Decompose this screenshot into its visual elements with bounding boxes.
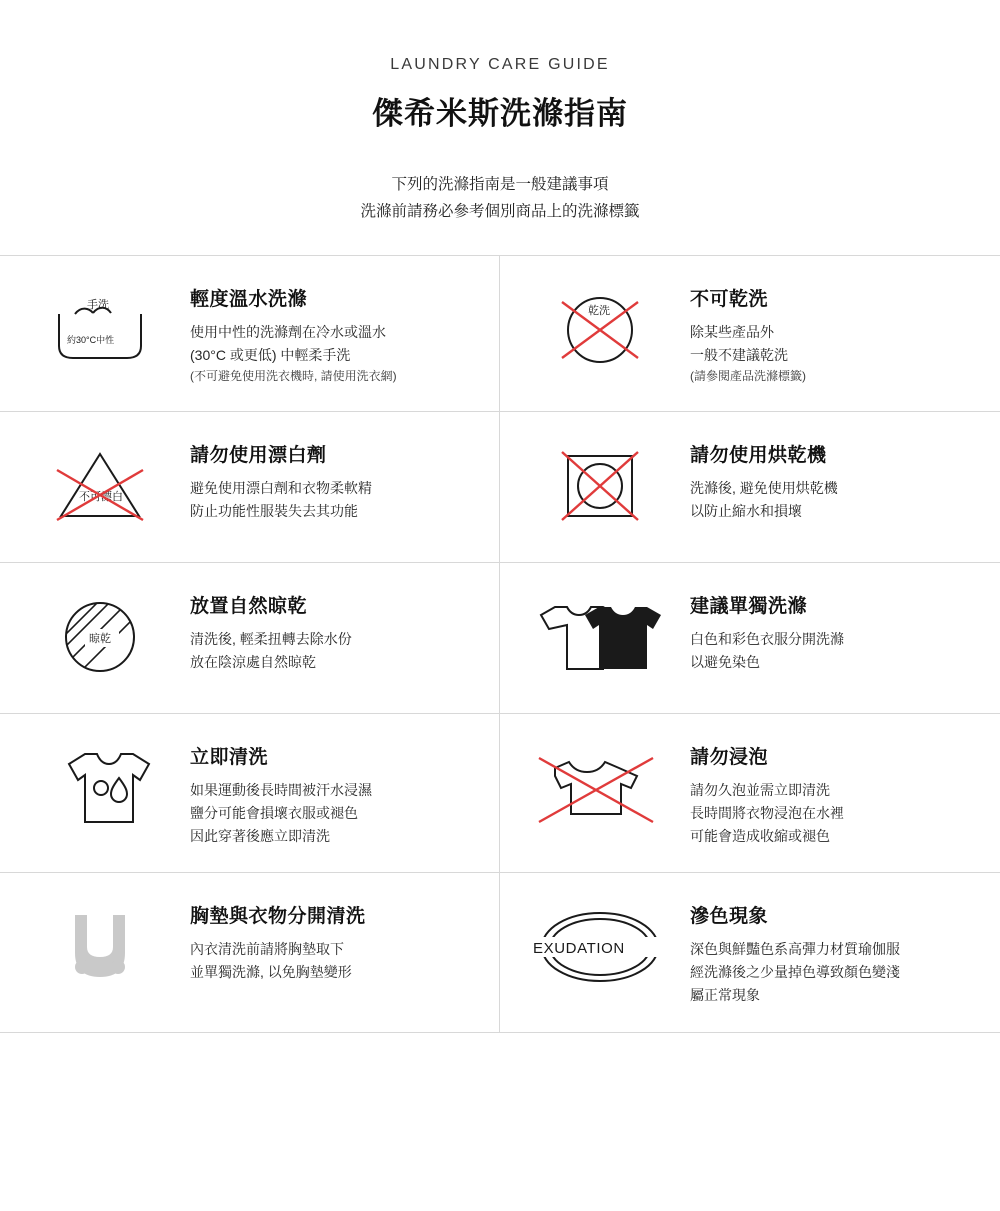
care-item-hand-wash [0, 256, 500, 411]
care-item-title: 請勿浸泡 [690, 746, 769, 768]
care-item-title: 立即清洗 [190, 746, 269, 768]
care-item-line: 可能會造成收縮或褪色 [690, 828, 830, 845]
care-item-no-soak [500, 714, 1000, 872]
care-row [0, 714, 1000, 873]
care-item-text [190, 899, 366, 984]
care-row [0, 256, 1000, 412]
care-item-bra-pad [0, 873, 500, 1031]
care-item-title: 建議單獨洗滌 [690, 595, 808, 617]
care-item-line: 以防止縮水和損壞 [690, 503, 802, 520]
care-item-text [690, 438, 838, 523]
page-header [0, 0, 1000, 225]
care-item-text [190, 438, 372, 523]
hand-wash-temp-label: 約30°C中性 [67, 335, 115, 345]
care-item-line: 一般不建議乾洗 [690, 347, 788, 364]
wash-immediately-icon [10, 740, 190, 836]
dry-clean-icon-label: 乾洗 [588, 305, 610, 317]
care-item-line: 避免使用漂白劑和衣物柔軟精 [190, 479, 372, 496]
care-item-line: 請勿久泡並需立即清洗 [690, 781, 830, 798]
care-item-line: 使用中性的洗滌劑在冷水或溫水 [190, 324, 386, 340]
care-item-line: 屬正常現象 [690, 987, 760, 1004]
exudation-icon [510, 899, 690, 995]
care-item-text [690, 282, 806, 387]
care-item-text [690, 740, 844, 848]
care-item-text [190, 740, 372, 848]
care-item-exudation [500, 873, 1000, 1031]
care-item-line: (30°C 或更低) 中輕柔手洗 [190, 347, 351, 364]
care-item-line: 長時間將衣物浸泡在水裡 [690, 805, 844, 822]
care-item-line: 放在陰涼處自然晾乾 [190, 654, 316, 671]
no-bleach-icon-label: 不可漂白 [79, 490, 123, 503]
care-item-line: 並單獨洗滌, 以免胸墊變形 [190, 964, 352, 981]
no-soak-icon [510, 740, 690, 836]
care-row [0, 412, 1000, 563]
care-item-title: 請勿使用烘乾機 [690, 444, 827, 466]
care-item-line: 洗滌後, 避免使用烘乾機 [690, 479, 838, 496]
bra-pad-icon [10, 899, 190, 995]
care-item-title: 放置自然晾乾 [190, 595, 308, 617]
care-item-line-dry [0, 563, 500, 713]
care-item-line: 清洗後, 輕柔扭轉去除水份 [190, 630, 352, 647]
no-tumble-dry-icon [510, 438, 690, 534]
care-item-no-bleach [0, 412, 500, 562]
exudation-icon-label: EXUDATION [533, 940, 625, 958]
page-eyebrow: LAUNDRY CARE GUIDE [390, 56, 610, 73]
care-item-line: 因此穿著後應立即清洗 [190, 828, 330, 845]
care-item-text [690, 589, 844, 674]
hand-wash-icon-label: 手洗 [87, 299, 109, 311]
care-item-text [690, 899, 900, 1007]
care-item-no-dry-clean [500, 256, 1000, 411]
care-item-title: 胸墊與衣物分開清洗 [190, 906, 366, 928]
care-item-line: 深色與鮮豔色系高彈力材質瑜伽服 [690, 941, 900, 958]
care-item-line: 經洗滌後之少量掉色導致顏色變淺 [690, 964, 900, 981]
subtitle-line-2: 洗滌前請務必參考個別商品上的洗滌標籤 [360, 203, 640, 221]
care-instruction-grid [0, 255, 1000, 1033]
care-item-note: (請參閱產品洗滌標籤) [690, 369, 806, 384]
care-item-no-tumble-dry [500, 412, 1000, 562]
no-dry-clean-icon [510, 282, 690, 378]
care-item-line: 以避免染色 [690, 654, 760, 671]
care-item-line: 防止功能性服裝失去其功能 [190, 503, 358, 520]
care-item-wash-immediately [0, 714, 500, 872]
care-item-text [190, 282, 397, 387]
care-row [0, 873, 1000, 1031]
no-bleach-icon [10, 438, 190, 534]
hand-wash-icon [10, 282, 190, 378]
care-item-line: 白色和彩色衣服分開洗滌 [690, 630, 844, 647]
subtitle-line-1: 下列的洗滌指南是一般建議事項 [391, 176, 609, 193]
page-subtitle-block [0, 171, 1000, 225]
care-item-title: 滲色現象 [690, 906, 769, 928]
care-item-wash-separately [500, 563, 1000, 713]
care-item-line: 除某些產品外 [690, 324, 774, 340]
care-item-note: (不可避免使用洗衣機時, 請使用洗衣網) [190, 369, 397, 384]
care-item-line: 內衣清洗前請將胸墊取下 [190, 941, 344, 958]
line-dry-icon-label: 晾乾 [89, 632, 111, 645]
care-row [0, 563, 1000, 714]
care-item-line: 鹽分可能會損壞衣服或褪色 [190, 805, 358, 822]
care-item-title: 不可乾洗 [690, 289, 769, 310]
care-item-text [190, 589, 352, 674]
care-item-title: 輕度溫水洗滌 [190, 289, 308, 310]
line-dry-icon [10, 589, 190, 685]
wash-separately-icon [510, 589, 690, 685]
page-title: 傑希米斯洗滌指南 [372, 96, 628, 131]
care-item-title: 請勿使用漂白劑 [190, 444, 327, 466]
care-item-line: 如果運動後長時間被汗水浸濕 [190, 781, 372, 798]
